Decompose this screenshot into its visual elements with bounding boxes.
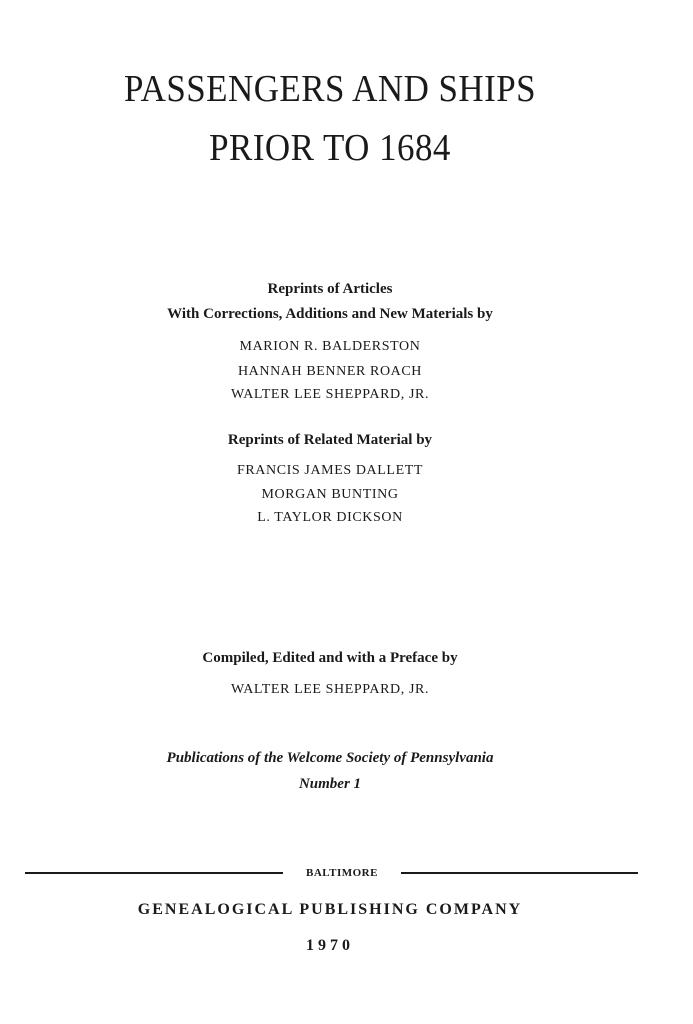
title-line-1: PASSENGERS AND SHIPS [123,68,537,110]
author-2: HANNAH BENNER ROACH [237,364,423,379]
related-author-1: FRANCIS JAMES DALLETT [236,463,424,478]
reprints-heading: Reprints of Articles [267,281,393,297]
imprint-rule [25,863,638,883]
related-heading: Reprints of Related Material by [227,432,433,448]
reprints-subheading: With Corrections, Additions and New Materials by [167,306,493,322]
series-number: Number 1 [298,776,362,792]
compiled-label: Compiled, Edited and with a Preface by [202,650,458,666]
author-3: WALTER LEE SHEPPARD, JR. [230,387,430,402]
compiler-name: WALTER LEE SHEPPARD, JR. [230,682,430,697]
related-author-3: L. TAYLOR DICKSON [257,510,403,525]
related-author-2: MORGAN BUNTING [261,487,399,502]
imprint-place: BALTIMORE [306,867,378,879]
author-1: MARION R. BALDERSTON [239,339,421,354]
title-line-2: PRIOR TO 1684 [209,127,451,169]
publication-year: 1970 [306,937,354,954]
publisher-name: GENEALOGICAL PUBLISHING COMPANY [137,901,523,918]
rule-right [401,872,638,874]
series-title: Publications of the Welcome Society of Pennsylvania [166,750,494,766]
rule-left [25,872,283,874]
